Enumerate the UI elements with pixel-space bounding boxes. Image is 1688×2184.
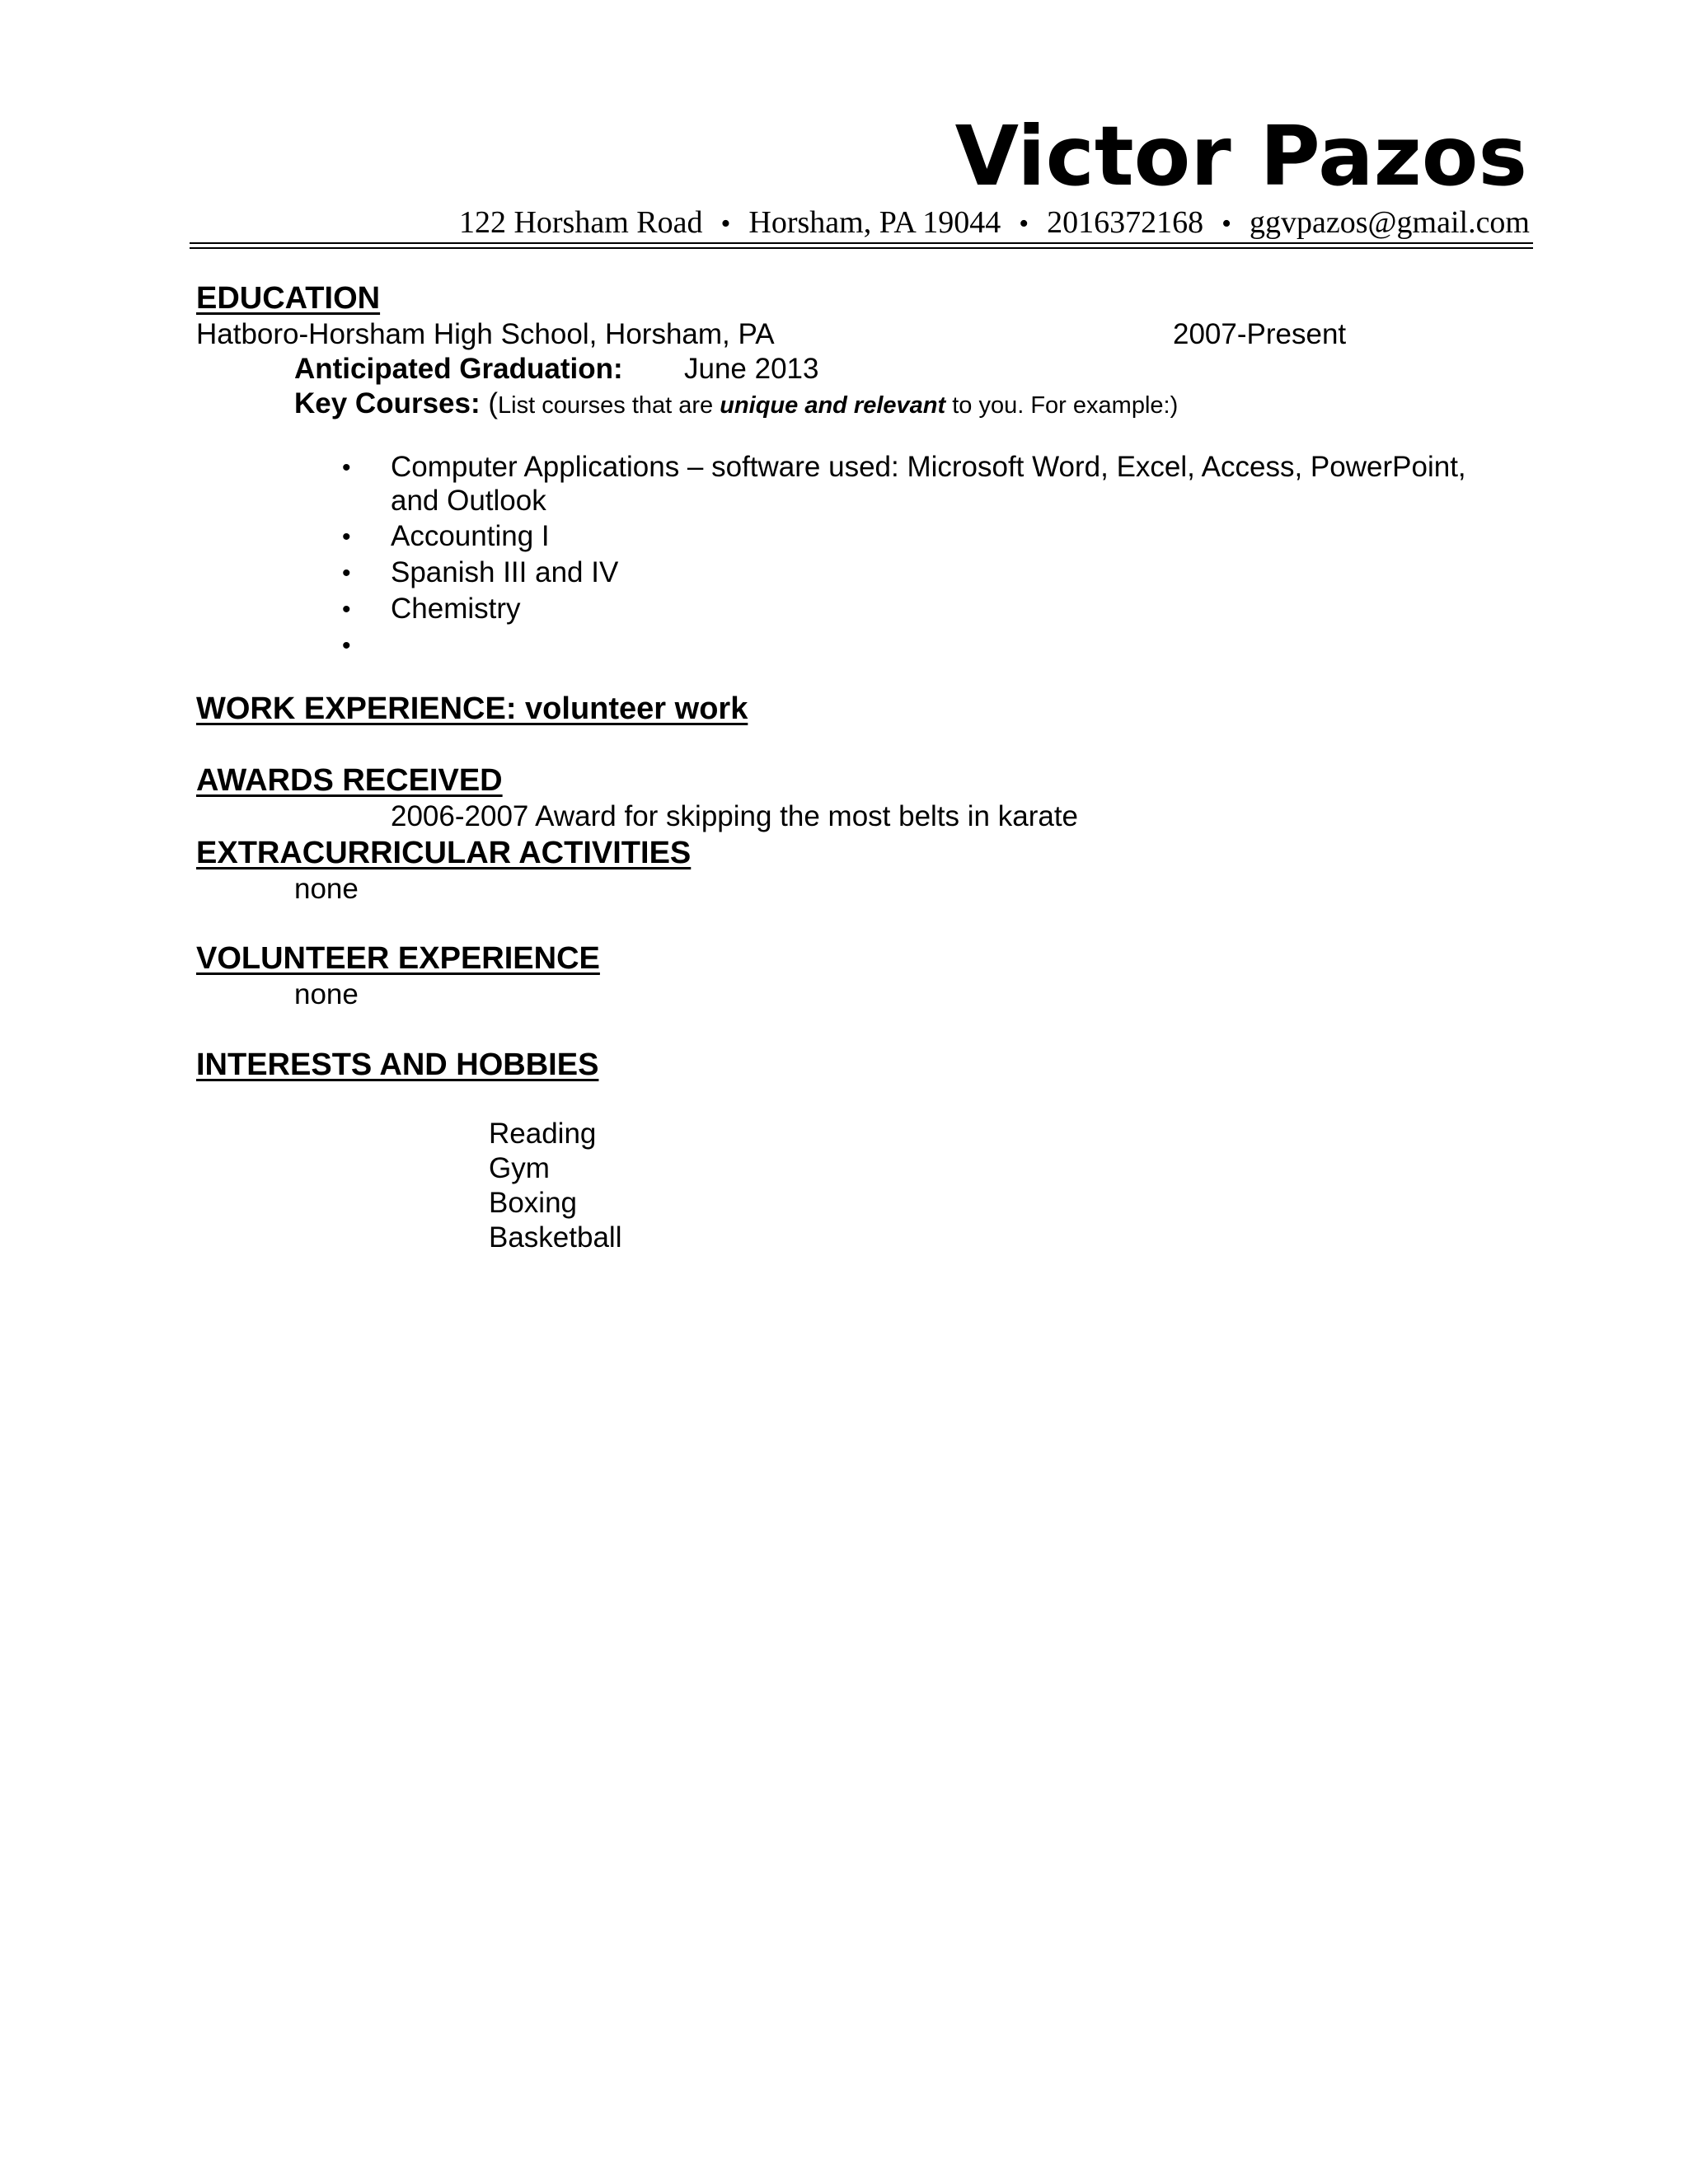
course-item-continued: and Outlook [391, 485, 546, 517]
key-courses-line [294, 387, 1178, 423]
extracurricular-item: none [294, 873, 359, 905]
school-name: Hatboro-Horsham High School, Horsham, PA [196, 318, 775, 350]
bullet-icon: • [342, 632, 351, 659]
extracurricular-heading: EXTRACURRICULAR ACTIVITIES [196, 836, 692, 870]
course-item: Computer Applications – software used: Microsoft Word, Excel, Access, PowerPoint, [391, 451, 1466, 483]
bullet-icon: • [342, 596, 351, 623]
address: 122 Horsham Road [458, 205, 703, 240]
graduation-value: June 2013 [684, 353, 819, 385]
volunteer-heading: VOLUNTEER EXPERIENCE [196, 941, 600, 976]
interests-heading: INTERESTS AND HOBBIES [196, 1047, 599, 1082]
course-item: Spanish III and IV [391, 556, 619, 588]
interest-item: Reading [489, 1118, 597, 1150]
work-experience-heading: WORK EXPERIENCE: volunteer work [196, 691, 748, 726]
graduation-label: Anticipated Graduation: [294, 353, 623, 385]
city-state-zip: Horsham, PA 19044 [748, 205, 1001, 240]
course-item: Chemistry [391, 593, 521, 625]
interest-item: Basketball [489, 1221, 622, 1254]
key-courses-label: Key Courses: [294, 387, 481, 419]
interest-item: Gym [489, 1152, 550, 1184]
bullet-icon: • [342, 523, 351, 551]
volunteer-item: none [294, 978, 359, 1010]
interest-item: Boxing [489, 1187, 578, 1219]
awards-heading: AWARDS RECEIVED [196, 763, 503, 798]
bullet-separator: • [1221, 209, 1232, 239]
award-item: 2006-2007 Award for skipping the most belts in karate [391, 800, 1079, 832]
key-courses-paren: ( [488, 387, 499, 419]
email: ggvpazos@gmail.com [1250, 205, 1530, 240]
bullet-icon: • [342, 560, 351, 587]
school-dates: 2007-Present [1173, 318, 1347, 350]
course-item: Accounting I [391, 520, 550, 552]
phone: 2016372168 [1047, 205, 1204, 240]
header-rule [190, 242, 1533, 244]
header-rule [190, 247, 1533, 249]
key-courses-note: List courses that are unique and relevant to you. For example:) [498, 392, 1179, 419]
key-courses-emphasis: unique and relevant [720, 392, 946, 419]
bullet-separator: • [720, 209, 731, 239]
education-heading: EDUCATION [196, 281, 381, 316]
bullet-icon: • [342, 454, 351, 481]
contact-line [459, 204, 1530, 242]
candidate-name: Victor Pazos [954, 108, 1527, 204]
bullet-separator: • [1019, 209, 1029, 239]
